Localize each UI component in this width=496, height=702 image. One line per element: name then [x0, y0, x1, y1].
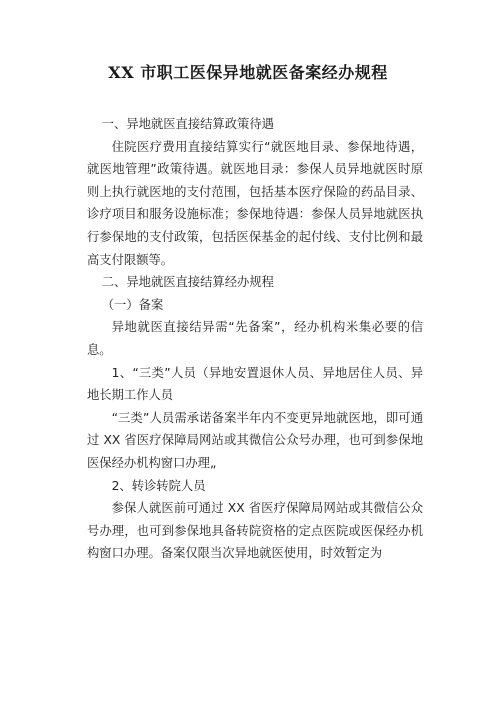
paragraph-record: 异地就医直接结异需“先备案”，经办机构米集必要的信息。 — [87, 320, 423, 357]
document-body — [87, 113, 423, 565]
item-heading-three-types: 1、“三类”人员（异地安置退休人员、异地居住人员、异地长期工作人员 — [87, 365, 423, 403]
section-heading-1: 一、异地就医直接结算政策待遇 — [101, 117, 274, 131]
item-heading-transfer: 2、转诊转院人员 — [111, 478, 206, 493]
section-heading-2: 二、异地就医直接结算经办规程 — [101, 275, 274, 290]
paragraph-three-types: “三类”人员需承诺备案半年内不变更异地就医地，即可通过 XX 省医疗保障局网站或其微信公众号办理，也可到参保地医保经办机构窗口办理„ — [87, 410, 423, 470]
paragraph-policy: 住院医疗费用直接结算实行“就医地目录、参保地待遇，就医地管理”政策待遇。就医地目录：参保人员异地就医时原则上执行就医地的支付范围，包括基本医疗保险的药品目录、诊疗项目和服务设施标准；参保地待遇：参保人员异地就医执行参保地的支付政策，包括医保基金的起付线、支付比例和最高支付限额等。 — [87, 139, 423, 267]
subsection-heading-record: （一）备案 — [101, 297, 164, 312]
paragraph-transfer: 参保人就医前可通过 XX 省医疗保障局网站或其微信公众号办理，也可到参保地具备转院资格的定点医院或医保经办机构窗口办理。备案仅限当次异地就医使用，时效暂定为 — [87, 501, 423, 561]
document-title: XX 市职工医保异地就医备案经办规程 — [108, 63, 388, 82]
